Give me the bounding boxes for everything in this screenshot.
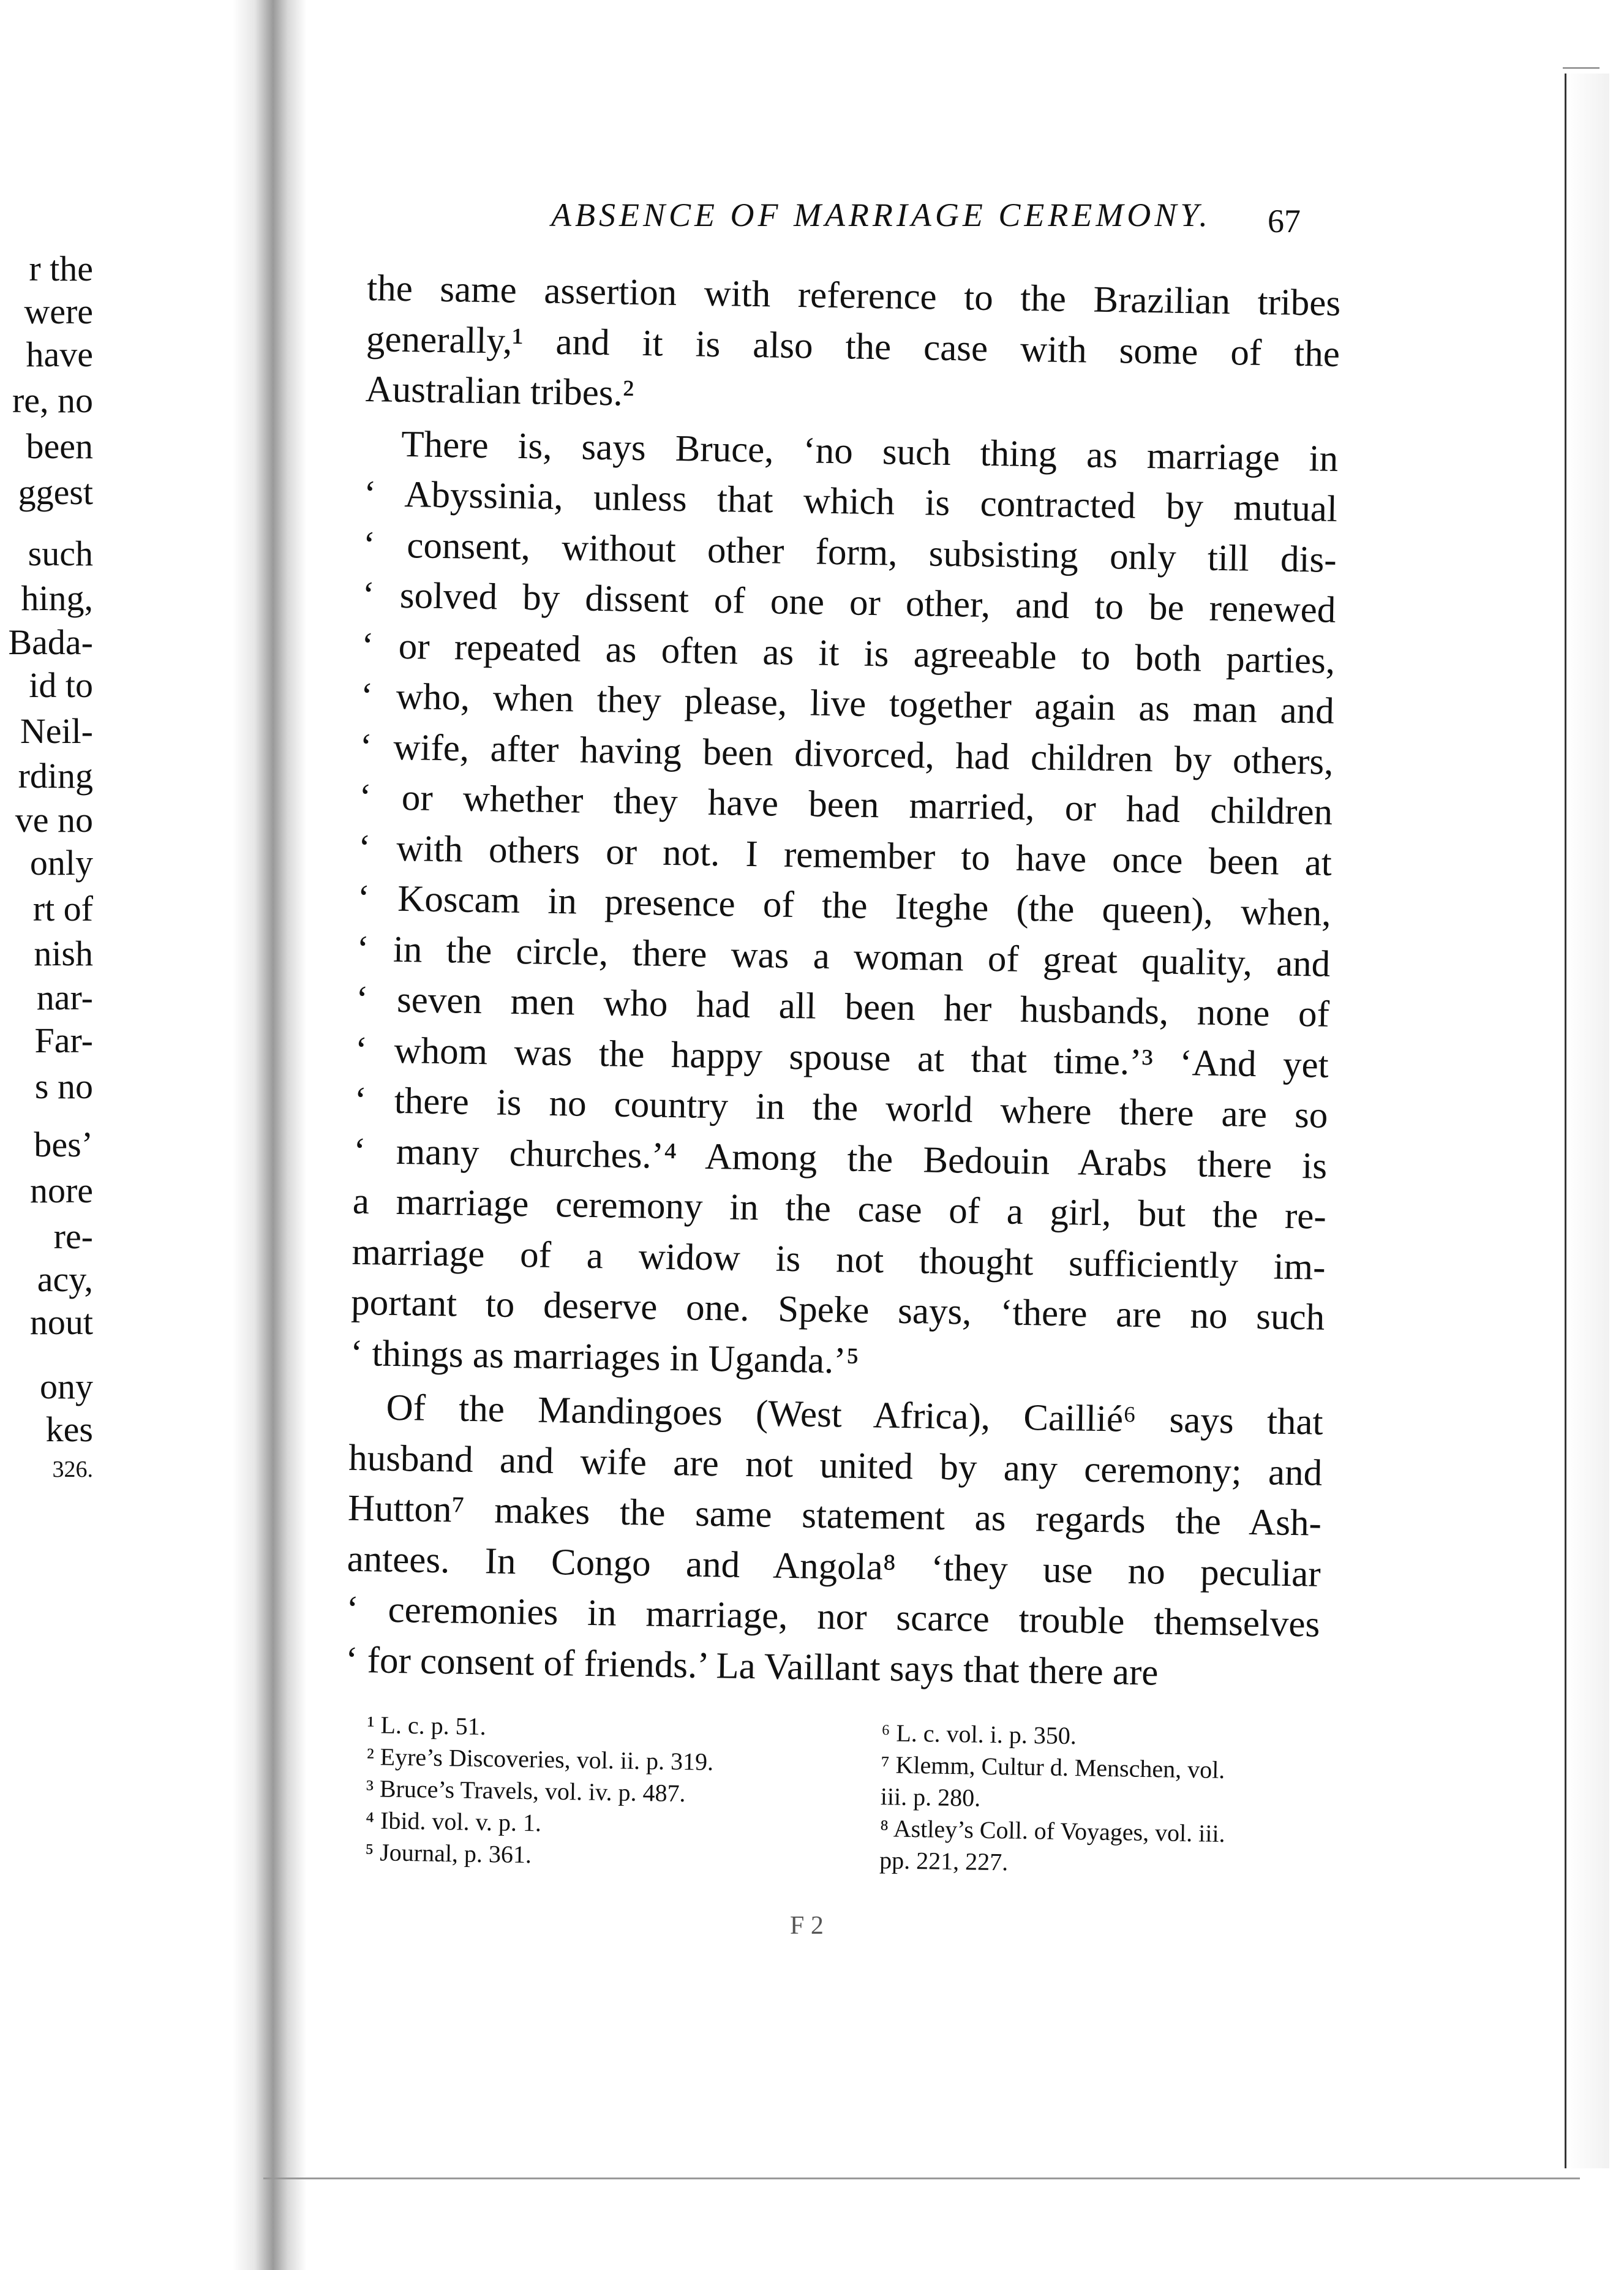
text-line: Of the Mandingoes (West Africa), Caillié⁶ says that [386, 1387, 1323, 1443]
footnote: ⁸ Astley’s Coll. of Voyages, vol. iii. [879, 1814, 1225, 1848]
text-line: ‘ whom was the happy spouse at that time.’³ ‘And yet [355, 1029, 1329, 1086]
text-line: ‘ many churches.’⁴ Among the Bedouin Arabs there is [353, 1130, 1328, 1187]
text-line: ‘ wife, after having been divorced, had children by others, [359, 726, 1334, 783]
text-line: ‘ or whether they have been married, or had children [358, 776, 1333, 833]
text-line: generally,¹ and it is also the case with some of the [366, 318, 1340, 375]
previous-page-fragment: acy, [37, 1259, 93, 1299]
page-body [345, 263, 1340, 1705]
running-head: ABSENCE OF MARRIAGE CEREMONY. [551, 197, 1211, 233]
page-edges [1565, 74, 1609, 2168]
footnote: pp. 221, 227. [879, 1846, 1009, 1876]
previous-page-fragment: Far- [34, 1020, 93, 1060]
footnote: ² Eyre’s Discoveries, vol. ii. p. 319. [366, 1742, 714, 1776]
paragraph [345, 1382, 1324, 1701]
text-line: husband and wife are not united by any ceremony; and [348, 1437, 1323, 1494]
previous-page-fragment: re, no [12, 380, 93, 420]
previous-page-fragment: r the [29, 249, 93, 288]
previous-page-fragment: nish [34, 933, 93, 973]
text-line: ‘ ceremonies in marriage, nor scarce trouble themselves [345, 1588, 1320, 1645]
text-line: There is, says Bruce, ‘no such thing as marriage in [400, 423, 1339, 480]
previous-page-fragment: rding [18, 756, 93, 796]
footnote: ¹ L. c. p. 51. [367, 1710, 487, 1741]
text-line: antees. In Congo and Angola⁸ ‘they use no peculiar [347, 1538, 1321, 1595]
previous-page-fragment: Neil- [20, 711, 93, 751]
previous-page-fragment: kes [45, 1409, 93, 1449]
text-line: the same assertion with reference to the Brazilian tribes [366, 267, 1341, 324]
previous-page-fragment: ony [40, 1367, 93, 1406]
text-line: ‘ who, when they please, live together again as man and [360, 675, 1335, 732]
footnotes-left-column [365, 1709, 821, 1876]
page-number: 67 [1268, 203, 1301, 239]
paragraph [365, 263, 1341, 430]
text-line: ‘ with others or not. I remember to have once been at [358, 827, 1333, 884]
text-line: ‘ seven men who had all been her husbands, none of [355, 978, 1330, 1035]
text-line: portant to deserve one. Speke says, ‘there are no such [350, 1281, 1325, 1338]
text-line: ‘ Koscam in presence of the Iteghe (the queen), when, [357, 877, 1332, 934]
page-corner-line [1563, 67, 1600, 69]
previous-page-fragment: only [29, 843, 93, 883]
text-line: a marriage ceremony in the case of a girl, but the re- [352, 1180, 1327, 1237]
footnote: iii. p. 280. [880, 1782, 981, 1812]
text-line: ‘ consent, without other form, subsisting only till dis- [363, 524, 1337, 581]
previous-page-fragment: been [26, 426, 93, 466]
signature-mark: F 2 [790, 1912, 824, 1940]
previous-page-fragment: nar- [36, 978, 93, 1017]
text-line: Australian tribes.² [365, 368, 634, 414]
previous-page-fragment: ggest [18, 472, 93, 512]
previous-page-fragment: s no [34, 1066, 93, 1106]
previous-page-fragment: Bada- [8, 622, 93, 662]
footnotes-right-column [879, 1717, 1335, 1883]
previous-page-fragment: 326. [52, 1457, 93, 1482]
paragraph [350, 418, 1338, 1393]
previous-page-fragment: re- [53, 1216, 93, 1256]
footnote: ⁴ Ibid. vol. v. p. 1. [365, 1806, 542, 1837]
text-line: ‘ there is no country in the world where there are so [354, 1079, 1328, 1136]
text-line: ‘ or repeated as often as it is agreeable to both parties, [361, 625, 1336, 682]
text-line: ‘ solved by dissent of one or other, and to be renewed [361, 574, 1336, 631]
footnotes [365, 1709, 1335, 1883]
previous-page-fragment: ve no [15, 800, 93, 840]
previous-page-fragment: have [26, 334, 93, 374]
text-line: marriage of a widow is not thought sufficiently im- [351, 1231, 1326, 1288]
text-line: ‘ in the circle, there was a woman of great quality, and [356, 928, 1331, 985]
previous-page-fragment: such [28, 534, 93, 573]
previous-page-fragment: id to [29, 665, 93, 705]
previous-page-fragment: rt of [32, 889, 93, 929]
previous-page-fragment: were [24, 292, 93, 331]
previous-page-fragment: nore [29, 1171, 93, 1210]
previous-page-fragment: nout [29, 1302, 93, 1342]
text-line: ‘ Abyssinia, unless that which is contracted by mutual [363, 473, 1338, 530]
previous-page-fragment: bes’ [34, 1125, 93, 1164]
footnote: ⁵ Journal, p. 361. [364, 1838, 532, 1869]
footnote: ³ Bruce’s Travels, vol. iv. p. 487. [366, 1774, 686, 1808]
footnote: ⁷ Klemm, Cultur d. Menschen, vol. [881, 1751, 1225, 1784]
book-gutter [233, 0, 306, 2270]
text-line: ‘ things as marriages in Uganda.’⁵ [350, 1332, 860, 1382]
text-line: ‘ for consent of friends.’ La Vaillant says that there are [345, 1639, 1159, 1694]
previous-page-fragment: hing, [21, 578, 93, 618]
page-bottom-edge [263, 2178, 1580, 2179]
text-line: Hutton⁷ makes the same statement as regards the Ash- [347, 1487, 1322, 1544]
footnote: ⁶ L. c. vol. i. p. 350. [881, 1719, 1077, 1750]
